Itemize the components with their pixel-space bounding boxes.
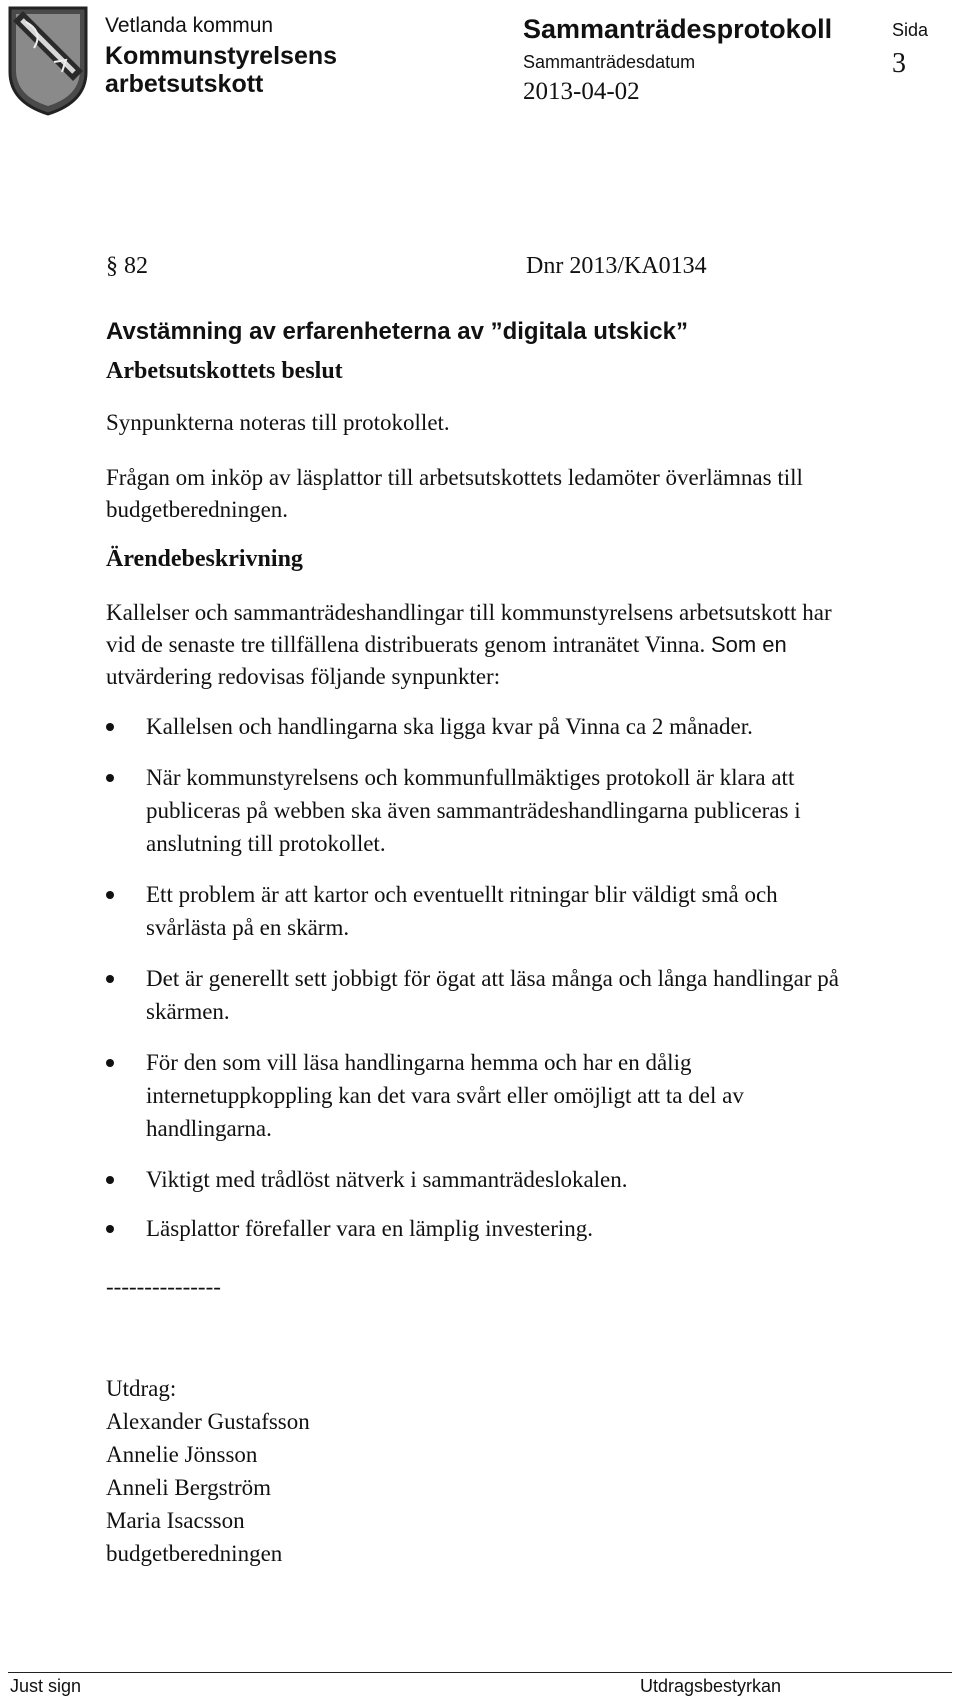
- separator: ---------------: [106, 1274, 221, 1299]
- description-line: Kallelser och sammanträdeshandlingar till kommunstyrelsens arbetsutskott har: [106, 600, 832, 625]
- section-number: § 82: [106, 253, 148, 279]
- decision-heading: Arbetsutskottets beslut: [106, 358, 343, 384]
- item-title: Avstämning av erfarenheterna av ”digitala utskick”: [106, 318, 688, 345]
- bullet-icon: [106, 1059, 114, 1067]
- list-item: När kommunstyrelsens och kommunfullmäktiges protokoll är klara att publiceras på webben ska även sammanträdeshandlingarna publiceras i anslutning till protokollet.: [106, 761, 946, 860]
- committee-name-line1: Kommunstyrelsens: [105, 42, 338, 70]
- decision-line: Frågan om inköp av läsplattor till arbetsutskottets ledamöter överlämnas till: [106, 465, 803, 490]
- document-type: Sammanträdesprotokoll: [523, 14, 833, 44]
- bullet-icon: [106, 1176, 114, 1184]
- decision-line: Synpunkterna noteras till protokollet.: [106, 410, 450, 435]
- bullet-icon: [106, 891, 114, 899]
- list-item: Viktigt med trådlöst nätverk i sammanträdeslokalen.: [106, 1163, 946, 1196]
- list-item: Kallelsen och handlingarna ska ligga kvar på Vinna ca 2 månader.: [106, 710, 946, 743]
- recipient: Annelie Jönsson: [106, 1442, 258, 1467]
- page-label: Sida: [892, 20, 929, 40]
- bullet-icon: [106, 723, 114, 731]
- list-item: För den som vill läsa handlingarna hemma och har en dålig internetuppkoppling kan det vara svårt eller omöjligt att ta del av handlingarna.: [106, 1046, 946, 1145]
- certification-label: Utdragsbestyrkan: [640, 1676, 782, 1696]
- coat-of-arms-icon: [4, 2, 92, 118]
- bullet-icon: [106, 975, 114, 983]
- feedback-list: [106, 710, 946, 1245]
- date-label: Sammanträdesdatum: [523, 52, 696, 72]
- signature-label: Just sign: [10, 1676, 82, 1696]
- recipient: budgetberedningen: [106, 1541, 283, 1566]
- page-number: 3: [892, 48, 906, 79]
- recipient: Alexander Gustafsson: [106, 1409, 310, 1434]
- recipient: Anneli Bergström: [106, 1475, 272, 1500]
- list-item: Ett problem är att kartor och eventuellt ritningar blir väldigt små och svårlästa på en skärm.: [106, 878, 946, 944]
- bullet-icon: [106, 774, 114, 782]
- municipality-name: Vetlanda kommun: [105, 14, 274, 37]
- footer-divider: [8, 1672, 952, 1673]
- description-heading: Ärendebeskrivning: [106, 546, 303, 572]
- list-item: Det är generellt sett jobbigt för ögat att läsa många och långa handlingar på skärmen.: [106, 962, 946, 1028]
- distribution-label: Utdrag:: [106, 1376, 177, 1401]
- case-number: Dnr 2013/KA0134: [526, 253, 707, 279]
- decision-line: budgetberedningen.: [106, 497, 289, 522]
- description-line: vid de senaste tre tillfällena distribuerats genom intranätet Vinna. Som en: [106, 632, 787, 657]
- recipient: Maria Isacsson: [106, 1508, 245, 1533]
- committee-name-line2: arbetsutskott: [105, 70, 264, 98]
- meeting-date: 2013-04-02: [523, 78, 640, 105]
- bullet-icon: [106, 1225, 114, 1233]
- list-item: Läsplattor förefaller vara en lämplig investering.: [106, 1212, 946, 1245]
- description-line: utvärdering redovisas följande synpunkter:: [106, 664, 501, 689]
